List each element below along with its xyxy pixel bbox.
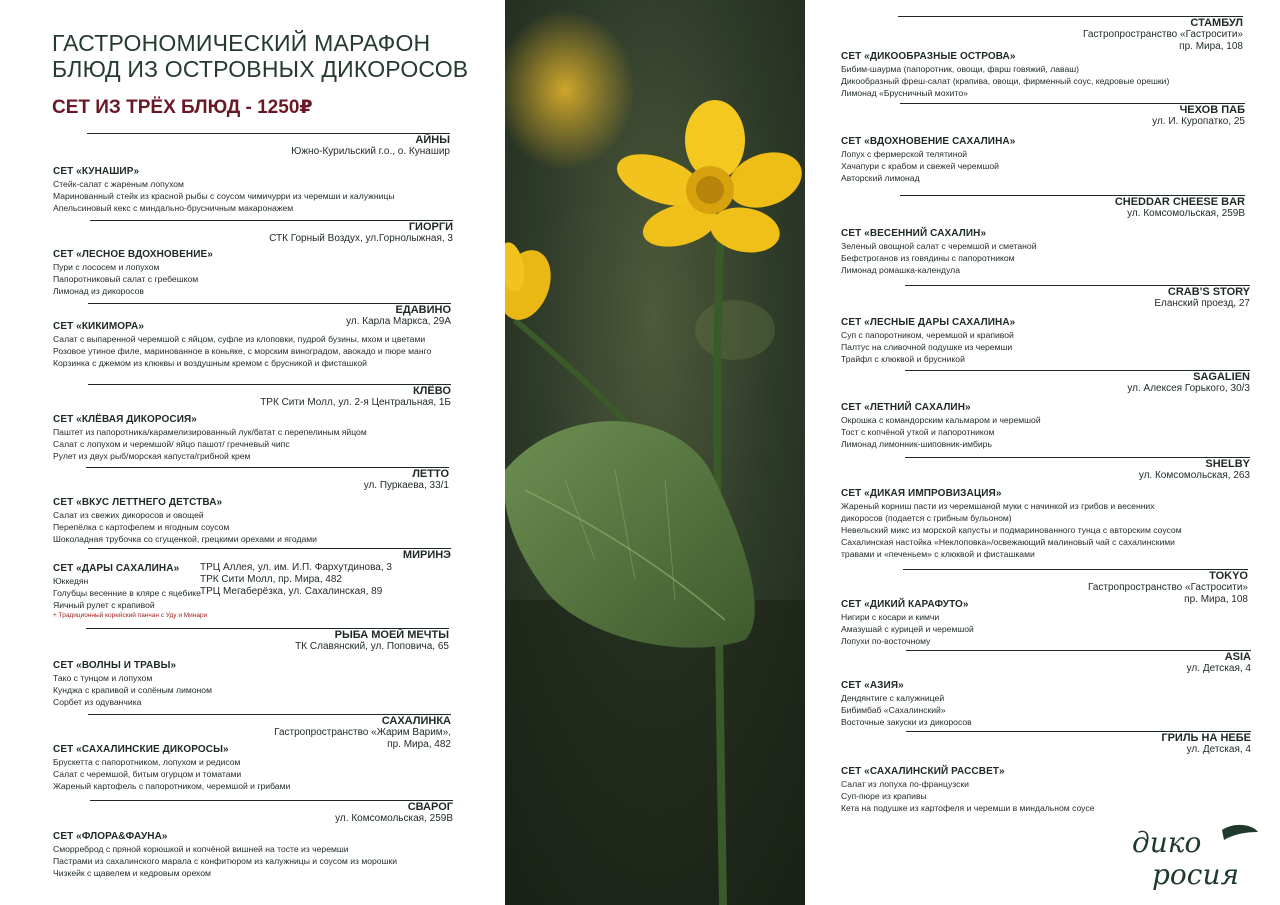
price-label: СЕТ ИЗ ТРЁХ БЛЮД - 1250₽ xyxy=(52,97,313,118)
set-block xyxy=(841,765,1094,814)
dish-item: Корзинка с джемом из клюквы и воздушным кремом с брусникой и фисташкой xyxy=(53,358,367,368)
set-block xyxy=(841,487,1182,560)
venue-address: Гастропространство «Жарим Варим», xyxy=(274,727,451,738)
set-block xyxy=(841,679,972,728)
dish-item: дикоросов (подается с грибным бульоном) xyxy=(841,513,1012,523)
venue-name: СВАРОГ xyxy=(407,801,453,813)
title-line-1: ГАСТРОНОМИЧЕСКИЙ МАРАФОН xyxy=(52,30,431,56)
venue-header xyxy=(52,220,453,245)
set-block xyxy=(53,562,207,620)
dish-item: Лимонад ромашка-календула xyxy=(841,265,960,275)
dish-item: Трайфл с клюквой и брусникой xyxy=(841,354,965,364)
dish-item: Шоколадная трубочка со сгущенкой, грецкими орехами и ягодами xyxy=(53,534,317,544)
logo-mark xyxy=(1130,822,1262,892)
venue-address: ул. Пуркаева, 33/1 xyxy=(363,480,449,491)
title-line-2: БЛЮД ИЗ ОСТРОВНЫХ ДИКОРОСОВ xyxy=(52,56,469,82)
venue-name: CRAB'S STORY xyxy=(1167,286,1250,298)
venue-name: МИРИНЭ xyxy=(402,549,451,561)
set-block xyxy=(841,135,1015,184)
dish-item: Салат с лопухом и черемшой/ яйцо пашот/ гречневый чипс xyxy=(53,439,290,449)
venue-address: пр. Мира, 108 xyxy=(1184,594,1248,605)
set-block xyxy=(53,743,290,792)
dish-item: Маринованный стейк из красной рыбы с соусом чимичурри из черемши и калужницы xyxy=(53,191,395,201)
venue-header xyxy=(52,548,451,561)
dish-item: Тост с копчёной уткой и папоротником xyxy=(841,427,995,437)
venue-address: ул. Алексея Горького, 30/3 xyxy=(1127,383,1250,394)
dish-item: Яичный рулет с крапивой xyxy=(53,600,155,610)
dish-item: Чизкейк с щавелем и кедровым орехом xyxy=(53,868,211,878)
set-name: СЕТ «КИКИМОРА» xyxy=(53,321,145,332)
set-name: СЕТ «АЗИЯ» xyxy=(841,680,904,691)
venue-header xyxy=(840,650,1251,675)
logo-word-1: дико xyxy=(1132,826,1202,859)
dish-item: Лимонад лимонник-шиповник-имбирь xyxy=(841,439,992,449)
venue-header xyxy=(52,133,450,158)
venue-name: ЕДАВИНО xyxy=(395,304,451,316)
venue-address: пр. Мира, 108 xyxy=(1179,41,1243,52)
flower-photo xyxy=(505,0,805,905)
right-column xyxy=(805,0,1280,905)
set-block xyxy=(53,496,317,545)
set-name: СЕТ «САХАЛИНСКИЙ РАССВЕТ» xyxy=(841,766,1005,777)
venue-address: Южно-Курильский г.о., о. Кунашир xyxy=(291,146,450,157)
dish-item: Папоротниковый салат с гребешком xyxy=(53,274,199,284)
venue-address-list xyxy=(200,562,450,598)
dish-item: Жареный корниш пасти из черемшаной муки с начинкой из грибов и весенних xyxy=(841,501,1155,511)
venue-header xyxy=(840,103,1245,128)
set-name: СЕТ «ЛЕСНЫЕ ДАРЫ САХАЛИНА» xyxy=(841,317,1016,328)
dish-item: Бибим-шаурма (папоротник, овощи, фарш говяжий, лаваш) xyxy=(841,64,1080,74)
set-name: СЕТ «ВЕСЕННИЙ САХАЛИН» xyxy=(841,228,987,239)
dish-item: Розовое утиное филе, маринованное в коньяке, с морским виноградом, авокадо и пюре манго xyxy=(53,346,432,356)
set-block xyxy=(53,830,397,879)
venue-address: ТРК Сити Молл, пр. Мира, 482 xyxy=(200,574,342,585)
venue-address: ТРК Сити Молл, ул. 2-я Центральная, 1Б xyxy=(260,397,451,408)
set-name: СЕТ «КЛЁВАЯ ДИКОРОСИЯ» xyxy=(53,414,197,425)
set-block xyxy=(53,659,212,708)
set-block xyxy=(53,165,395,214)
dish-item: Амазушай с курицей и черемшой xyxy=(841,624,974,634)
venue-name: КЛЁВО xyxy=(412,385,451,397)
dish-item: Хачапури с крабом и свежей черемшой xyxy=(841,161,999,171)
dish-item: Бибимбаб «Сахалинский» xyxy=(841,705,946,715)
venue-name: РЫБА МОЕЙ МЕЧТЫ xyxy=(334,629,449,641)
dish-item: Дикообразный фреш-салат (крапива, овощи, фирменный соус, кедровые орешки) xyxy=(841,76,1170,86)
set-block xyxy=(53,320,431,369)
venue-name: ЛЕТТО xyxy=(412,468,449,480)
dish-item: Кунджа с крапивой и солёным лимоном xyxy=(53,685,212,695)
set-name: СЕТ «ДИКИЙ КАРАФУТО» xyxy=(841,599,969,610)
venue-header xyxy=(840,457,1250,482)
dish-item: Стейк-салат с жареным лопухом xyxy=(53,179,184,189)
dish-item: Салат с черемшой, битым огурцом и томатами xyxy=(53,769,242,779)
dish-item: Рулет из двух рыб/морская капуста/грибной крем xyxy=(53,451,251,461)
venue-name: ГИОРГИ xyxy=(408,221,453,233)
dish-item: Авторский лимонад xyxy=(841,173,920,183)
dish-item: Суп с папоротником, черемшой и крапивой xyxy=(841,330,1014,340)
dish-item: Брускетта с папоротником, лопухом и редисом xyxy=(53,757,241,767)
dish-item: Пури с лососем и лопухом xyxy=(53,262,160,272)
venue-address: ул. Детская, 4 xyxy=(1186,744,1251,755)
venue-header xyxy=(840,370,1250,395)
set-name: СЕТ «ВДОХНОВЕНИЕ САХАЛИНА» xyxy=(841,136,1016,147)
venue-address: ул. Детская, 4 xyxy=(1186,663,1251,674)
dish-item: Бефстроганов из говядины с папоротником xyxy=(841,253,1015,263)
venue-header xyxy=(840,16,1243,53)
venue-address: ул. Комсомольская, 259В xyxy=(335,813,453,824)
venue-name: СТАМБУЛ xyxy=(1190,17,1243,29)
venue-header xyxy=(840,195,1245,220)
venue-address: Гастропространство «Гастросити» xyxy=(1088,582,1248,593)
set-block xyxy=(841,401,1041,450)
venue-address: ТРЦ Аллея, ул. им. И.П. Фархутдинова, 3 xyxy=(200,562,392,573)
venue-name: ГРИЛЬ НА НЕБЕ xyxy=(1161,732,1251,744)
set-name: СЕТ «ДИКООБРАЗНЫЕ ОСТРОВА» xyxy=(841,51,1016,62)
dish-item: Нигири с косари и кимчи xyxy=(841,612,940,622)
set-block xyxy=(53,248,213,297)
set-name: СЕТ «ДАРЫ САХАЛИНА» xyxy=(53,563,180,574)
dish-item: Восточные закуски из дикоросов xyxy=(841,717,972,727)
set-name: СЕТ «ФЛОРА&ФАУНА» xyxy=(53,831,168,842)
dish-item: Паштет из папоротника/карамелизированный лук/батат с перепелиным яйцом xyxy=(53,427,367,437)
venue-header xyxy=(52,800,453,825)
venue-address: Еланский проезд, 27 xyxy=(1154,298,1250,309)
venue-address: пр. Мира, 482 xyxy=(387,739,451,750)
dish-item: Окрошка с командорским кальмаром и черемшой xyxy=(841,415,1041,425)
dish-item: травами и «печеньем» с клюквой и фисташками xyxy=(841,549,1035,559)
dish-item: Сахалинская настойка «Неклоповка»/освежающий малиновый чай с сахалинскими xyxy=(841,537,1175,547)
venue-address: ул. Комсомольская, 263 xyxy=(1138,470,1250,481)
venue-name: SAGALIEN xyxy=(1193,371,1250,383)
dish-item: Салат из лопуха по-французски xyxy=(841,779,969,789)
venue-address: ул. Комсомольская, 259В xyxy=(1127,208,1245,219)
dish-item: Невельский микс из морской капусты и подмаринованного тунца с авторским соусом xyxy=(841,525,1182,535)
set-note: + Традиционный корейский панчан с Уду и Минари xyxy=(53,612,208,619)
venue-name: АЙНЫ xyxy=(415,134,450,146)
set-block xyxy=(841,50,1169,99)
venue-header xyxy=(52,467,449,492)
dish-item: Салат с выпаренной черемшой с яйцом, суфле из клоповки, пудрой бузины, мхом и цветами xyxy=(53,334,426,344)
venue-name: TOKYO xyxy=(1209,570,1248,582)
set-block xyxy=(841,316,1015,365)
dish-item: Пастрами из сахалинского марала с конфитюром из калужницы и соусом из морошки xyxy=(53,856,398,866)
venue-address: СТК Горный Воздух, ул.Горнолыжная, 3 xyxy=(269,233,453,244)
dish-item: Сморреброд с пряной корюшкой и копчёной вишней на тосте из черемши xyxy=(53,844,349,854)
dish-item: Кета на подушке из картофеля и черемши в миндальном соусе xyxy=(841,803,1095,813)
page-title xyxy=(52,30,468,82)
dikorosiya-logo xyxy=(1130,822,1262,892)
venue-address: ТК Славянский, ул. Поповича, 65 xyxy=(295,641,449,652)
dish-item: Юккедян xyxy=(53,576,89,586)
venue-header xyxy=(840,731,1251,756)
venue-name: SHELBY xyxy=(1205,458,1250,470)
venue-address: ул. Карла Маркса, 29А xyxy=(346,316,451,327)
dish-item: Лимонад из дикоросов xyxy=(53,286,144,296)
venue-header xyxy=(840,285,1250,310)
set-name: СЕТ «САХАЛИНСКИЕ ДИКОРОСЫ» xyxy=(53,744,229,755)
dish-item: Зеленый овощной салат с черемшой и сметаной xyxy=(841,241,1037,251)
left-column xyxy=(0,0,505,905)
venue-address: ул. И. Куропатко, 25 xyxy=(1152,116,1245,127)
set-name: СЕТ «КУНАШИР» xyxy=(53,166,140,177)
dish-item: Жареный картофель с папоротником, черемшой и грибами xyxy=(53,781,291,791)
dish-item: Голубцы весенние в кляре с яцебике xyxy=(53,588,201,598)
venue-header xyxy=(52,384,451,409)
venue-address: Гастропространство «Гастросити» xyxy=(1083,29,1243,40)
marsh-marigold-image xyxy=(505,0,805,905)
leaf-icon xyxy=(1222,825,1258,840)
dish-item: Лопух с фермерской телятиной xyxy=(841,149,968,159)
set-block xyxy=(841,227,1037,276)
dish-item: Салат из свежих дикоросов и овощей xyxy=(53,510,204,520)
venue-name: CHEDDAR CHEESE BAR xyxy=(1114,196,1245,208)
set-block xyxy=(841,598,974,647)
dish-item: Тако с тунцом и лопухом xyxy=(53,673,153,683)
set-block xyxy=(53,413,367,462)
dish-item: Суп-пюре из крапивы xyxy=(841,791,927,801)
dish-item: Лимонад «Брусничный мохито» xyxy=(841,88,968,98)
set-name: СЕТ «ЛЕСНОЕ ВДОХНОВЕНИЕ» xyxy=(53,249,213,260)
dish-item: Перепёлка с картофелем и ягодным соусом xyxy=(53,522,230,532)
dish-item: Палтус на сливочной подушке из черемши xyxy=(841,342,1013,352)
venue-address: ТРЦ Мегаберёзка, ул. Сахалинская, 89 xyxy=(200,586,383,597)
set-name: СЕТ «ВОЛНЫ И ТРАВЫ» xyxy=(53,660,177,671)
logo-word-2: росия xyxy=(1152,858,1240,891)
venue-name: САХАЛИНКА xyxy=(381,715,451,727)
dish-item: Лопухи по-восточному xyxy=(841,636,931,646)
dish-item: Дендянтиге с калужницей xyxy=(841,693,945,703)
venue-header xyxy=(52,628,449,653)
dish-item: Сорбет из одуванчика xyxy=(53,697,142,707)
dish-item: Апельсиновый кекс с миндально-брусничным макаронажем xyxy=(53,203,294,213)
venue-name: ЧЕХОВ ПАБ xyxy=(1179,104,1245,116)
venue-name: ASIA xyxy=(1224,651,1251,663)
set-name: СЕТ «ВКУС ЛЕТТНЕГО ДЕТСТВА» xyxy=(53,497,223,508)
set-name: СЕТ «ДИКАЯ ИМПРОВИЗАЦИЯ» xyxy=(841,488,1002,499)
set-name: СЕТ «ЛЕТНИЙ САХАЛИН» xyxy=(841,402,971,413)
